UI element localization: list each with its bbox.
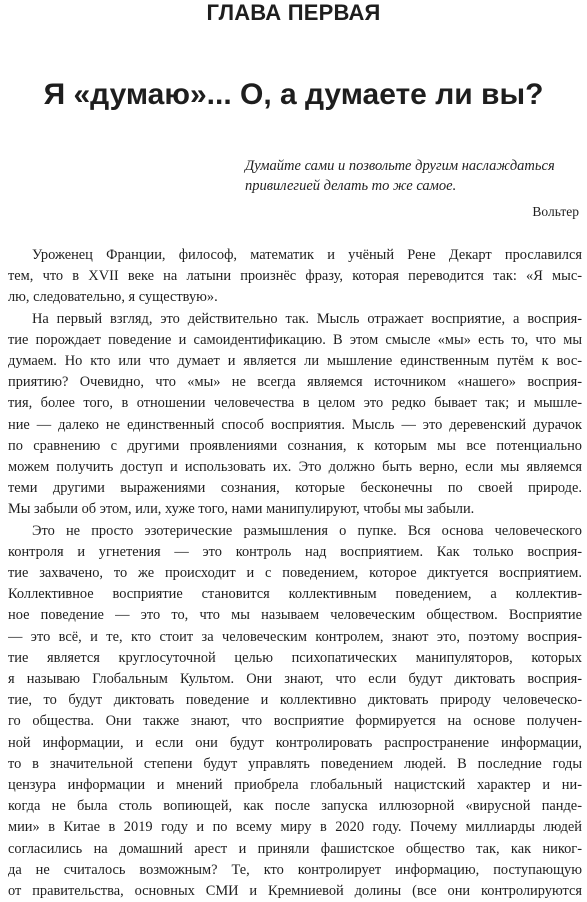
epigraph-line: Думайте сами и позвольте другим наслаждаться — [245, 158, 555, 174]
text-line: тия, более того, в отношении человечества в целом это редко бывает так; и мышле- — [8, 395, 582, 412]
text-line: приятию? Очевидно, что «мы» не всегда являемся источником «нашего» восприя- — [8, 374, 582, 391]
text-line: да не считалось возможным? Те, кто контролирует информацию, поступающую — [8, 861, 582, 878]
text-line: я называю Глобальным Культом. Они знают, что если будут диктовать восприя- — [8, 671, 582, 688]
text-line: Коллективное восприятие становится коллективным поведением, а коллектив- — [8, 586, 582, 603]
text-line: лю, следовательно, я существую». — [8, 289, 218, 306]
text-line: цензура информации и мнений приобрела глобальный нацистский характер и ни- — [8, 777, 582, 794]
text-line: тие, то будут диктовать поведение и коллективно диктовать природу человеческо- — [8, 692, 582, 709]
text-line: го общества. Они также знают, что восприятие формируется на основе получен- — [8, 713, 582, 730]
text-line: ное поведение — это то, что мы называем человеческим обществом. Восприятие — [8, 607, 582, 624]
text-line: когда не была столь вопиющей, как после запуска иллюзорной «вирусной панде- — [8, 798, 582, 815]
epigraph-line: привилегией делать то же самое. — [245, 178, 457, 194]
text-line: мии» в Китае в 2019 году и по всему миру в 2020 году. Почему миллиарды людей — [8, 819, 582, 836]
text-line: тие порождает поведение и самоидентификацию. В этом смысле «мы» есть то, что мы — [8, 331, 582, 348]
chapter-heading: ГЛАВА ПЕРВАЯ — [206, 0, 381, 25]
text-line: тие является круглосуточной целью психопатических манипуляторов, которых — [8, 649, 582, 666]
text-line: от правительства, основных СМИ и Кремниевой долины (все они контролируются — [8, 883, 582, 900]
epigraph — [245, 156, 581, 196]
text-line: Уроженец Франции, философ, математик и учёный Рене Декарт прославился — [32, 247, 582, 263]
epigraph-author: Вольтер — [532, 204, 579, 219]
text-line: тем, что в XVII веке на латыни произнёс фразу, которая переводится так: «Я мыс- — [8, 268, 582, 285]
text-line: ние — далеко не единственный способ восприятия. Мысль — это деревенский дурачок — [8, 416, 582, 433]
text-line: — это всё, и те, кто стоит за человеческим контролем, знают это, поэтому восприя- — [8, 628, 582, 645]
text-line: согласились на домашний арест и приняли фашистское общество так, как никог- — [8, 840, 582, 857]
text-line: ной информации, и если они будут контролировать распространение информации, — [8, 734, 582, 751]
body-text — [8, 245, 582, 902]
text-line: можем получить доступ и использовать их. Это должно быть верно, если мы являемся — [8, 459, 582, 476]
text-line: думаем. Но кто или что думает и является ли мышление единственным путём к вос- — [8, 353, 582, 370]
text-line: контроля и угнетения — это контроль над восприятием. Как только восприя- — [8, 543, 582, 560]
text-line: На первый взгляд, это действительно так. Мысль отражает восприятие, а восприя- — [32, 310, 582, 327]
text-line: по сравнению с другими проявлениями сознания, к которым мы все потенциально — [8, 437, 582, 454]
text-line: Мы забыли об этом, или, хуже того, нами манипулируют, чтобы мы забыли. — [8, 501, 475, 518]
chapter-title: Я «думаю»... О, а думаете ли вы? — [43, 78, 544, 111]
text-line: теми другими выражениями сознания, которые бесконечны по своей природе. — [8, 480, 582, 497]
text-line: то в значительной степени будут управлять поведением людей. В последние годы — [8, 755, 582, 772]
text-line: Это не просто эзотерические размышления о пупке. Вся основа человеческого — [32, 522, 582, 539]
text-line: тие захвачено, то же происходит и с поведением, которое диктуется восприятием. — [8, 565, 582, 582]
